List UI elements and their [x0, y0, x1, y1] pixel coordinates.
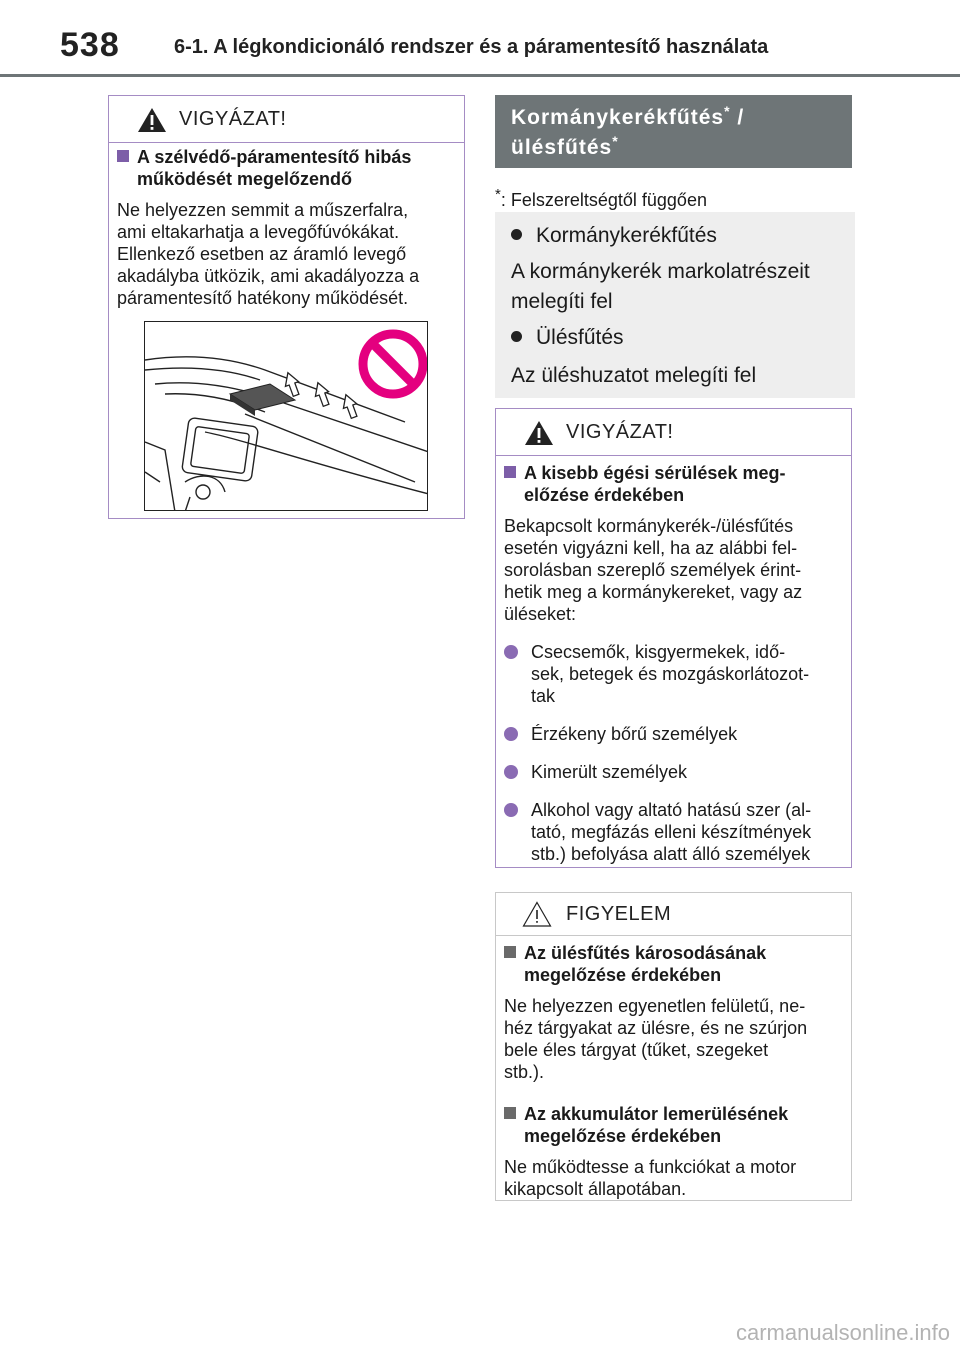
warning-box-defroster [108, 95, 465, 519]
body-line: üléseket: [504, 604, 577, 624]
section-title-bar [495, 95, 852, 168]
body-line: stb.). [504, 1062, 545, 1082]
features-panel [495, 212, 855, 398]
section-title-line2 [511, 133, 619, 160]
asterisk: * [612, 133, 619, 149]
feature-title: Ülésfűtés [536, 326, 624, 349]
notice-title: FIGYELEM [566, 903, 672, 925]
dashboard-illustration [144, 321, 428, 511]
warning-subheading [117, 146, 457, 190]
page-number: 538 [60, 26, 120, 64]
subheading-line: megelőzése érdekében [524, 1126, 722, 1146]
warning-body [117, 199, 457, 309]
notice-header [496, 893, 851, 936]
subheading-line: A kisebb égési sérülések meg- [524, 463, 786, 483]
bullet-dot-icon [504, 645, 518, 659]
warning-title: VIGYÁZAT! [566, 421, 674, 443]
chapter-title: 6-1. A légkondicionáló rendszer és a páramentesítő használata [174, 36, 769, 58]
body-line: bele éles tárgyat (tűket, szegeket [504, 1040, 769, 1060]
list-item-line: Alkohol vagy altató hatású szer (al- [531, 800, 812, 820]
warning-box-burns [495, 408, 852, 868]
warning-header [109, 96, 464, 143]
notice-body [504, 1156, 844, 1200]
asterisk: * [724, 103, 731, 119]
footnote-text: : Felszereltségtől függően [500, 190, 707, 210]
square-bullet-icon [504, 466, 516, 478]
subheading-line: Az ülésfűtés károsodásának [524, 943, 767, 963]
section-title-line1 [511, 103, 744, 130]
bullet-dot-icon [504, 803, 518, 817]
list-item-line: Csecsemők, kisgyermekek, idő- [531, 642, 786, 662]
body-line: páramentesítő hatékony működését. [117, 288, 409, 308]
section-title-suffix: / [730, 106, 745, 129]
body-line: sorolásban szereplő személyek érint- [504, 560, 802, 580]
footnote [495, 186, 707, 211]
subheading-line: előzése érdekében [524, 485, 685, 505]
page-header [0, 0, 960, 80]
warning-triangle-icon [137, 107, 167, 133]
list-item [504, 641, 844, 707]
body-line: Ne működtesse a funkciókat a motor [504, 1157, 797, 1177]
notice-subheading [504, 942, 844, 986]
list-item [504, 723, 844, 745]
body-line: Ellenkező esetben az áramló levegő [117, 244, 407, 264]
list-item-line: Kimerült személyek [531, 762, 688, 782]
warning-header [496, 409, 851, 456]
subheading-line: A szélvédő-páramentesítő hibás [137, 147, 412, 167]
body-line: Bekapcsolt kormánykerék-/ülésfűtés [504, 516, 794, 536]
subheading-line: megelőzése érdekében [524, 965, 722, 985]
notice-box [495, 892, 852, 1201]
square-bullet-icon [504, 946, 516, 958]
header-divider [0, 74, 960, 77]
feature-description: melegíti fel [511, 290, 613, 313]
watermark: carmanualsonline.info [735, 1320, 950, 1345]
bullet-dot-icon [511, 229, 522, 240]
footnote-mark: * [495, 186, 501, 203]
warning-title: VIGYÁZAT! [179, 108, 287, 130]
warning-triangle-icon [524, 420, 554, 446]
feature-title: Kormánykerékfűtés [536, 224, 717, 247]
list-item [504, 761, 844, 783]
section-title-text: ülésfűtés [511, 136, 613, 159]
section-title-text: Kormánykerékfűtés [511, 106, 725, 129]
subheading-line: működését megelőzendő [137, 169, 353, 189]
caution-triangle-icon [522, 901, 552, 927]
body-line: Ne helyezzen semmit a műszerfalra, [117, 200, 409, 220]
bullet-dot-icon [511, 331, 522, 342]
feature-item-steering [511, 224, 717, 248]
body-line: ami eltakarhatja a levegőfúvókákat. [117, 222, 400, 242]
body-line: akadályba ütközik, ami akadályozza a [117, 266, 420, 286]
list-item-line: tak [531, 686, 556, 706]
notice-subheading [504, 1103, 844, 1147]
body-line: Ne helyezzen egyenetlen felületű, ne- [504, 996, 806, 1016]
body-line: kikapcsolt állapotában. [504, 1179, 687, 1199]
feature-description: Az üléshuzatot melegíti fel [511, 364, 757, 387]
list-item-line: sek, betegek és mozgáskorlátozot- [531, 664, 810, 684]
prohibition-icon [363, 334, 423, 394]
square-bullet-icon [117, 150, 129, 162]
body-line: héz tárgyakat az ülésre, és ne szúrjon [504, 1018, 808, 1038]
feature-description: A kormánykerék markolatrészeit [511, 260, 810, 283]
list-item-line: stb.) befolyása alatt álló személyek [531, 844, 811, 864]
bullet-dot-icon [504, 765, 518, 779]
bullet-dot-icon [504, 727, 518, 741]
warning-subheading [504, 462, 844, 506]
notice-body [504, 995, 844, 1083]
list-item-line: Érzékeny bőrű személyek [531, 724, 738, 744]
list-item-line: tató, megfázás elleni készítmények [531, 822, 812, 842]
body-line: esetén vigyázni kell, ha az alábbi fel- [504, 538, 798, 558]
body-line: hetik meg a kormánykereket, vagy az [504, 582, 803, 602]
dashboard-drawing [145, 322, 428, 511]
feature-item-seat [511, 326, 624, 350]
warning-body [504, 515, 844, 625]
list-item [504, 799, 844, 865]
square-bullet-icon [504, 1107, 516, 1119]
subheading-line: Az akkumulátor lemerülésének [524, 1104, 789, 1124]
